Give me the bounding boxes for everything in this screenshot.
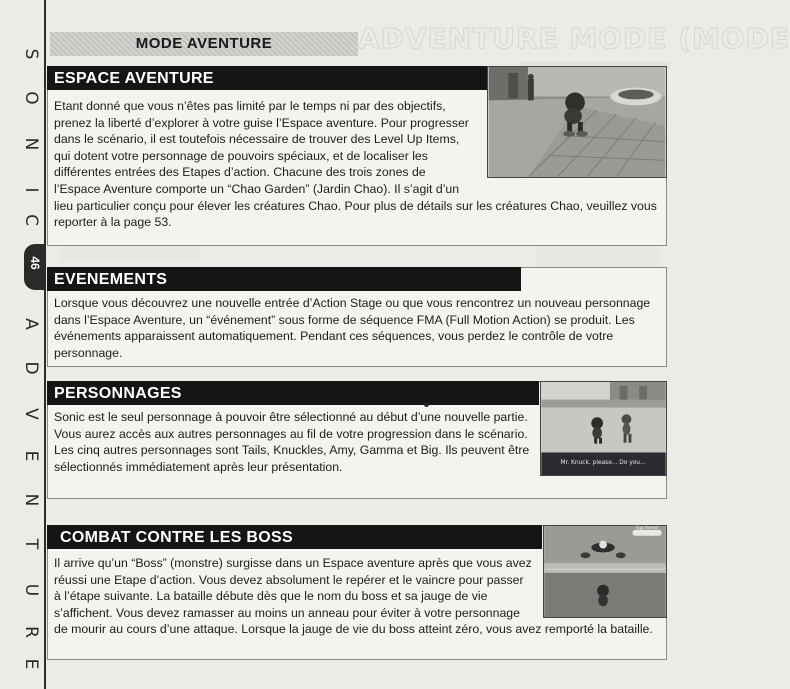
screenshot-personnages	[540, 381, 667, 476]
section-title: ESPACE AVENTURE	[54, 70, 214, 87]
paragraph: Etant donné que vous n’êtes pas limité par le temps ni par des objectifs, prenez la liberté d’explorer à votre guise l’Espace aventure. Pour progresser dans le scénario, il est toutefois nécessaire de trouver des Level Up Items, qui dotent votre personnage de pouvoirs spéciaux, et de localiser les différentes entrées des Etapes d’action. Chacune des trois zones de l’Espace Aventure comporte un “Chao Garden” (Jardin Chao). Il s’agit d’un lieu particulier conçu pour élever les créatures Chao. Pour plus de détails sur les créatures Chao, veuillez vous reporter à la page 53.	[54, 99, 657, 230]
section-body	[54, 98, 659, 231]
paragraph: Les cinq autres personnages sont Tails, Knuckles, Amy, Gamma et Big. Ils peuvent être sélectionnés immédiatement après leur présentation.	[54, 443, 530, 474]
rail-letter: S	[21, 48, 41, 60]
rail-letter: U	[21, 583, 41, 597]
rail-letter: N	[21, 137, 41, 151]
section-title: COMBAT CONTRE LES BOSS	[60, 529, 293, 546]
rail-letter: E	[21, 450, 41, 462]
rail-letter: I	[21, 187, 41, 193]
rail-letter: N	[21, 493, 41, 507]
page-number: 46	[28, 256, 42, 270]
side-rail	[0, 0, 48, 689]
section-body	[54, 409, 540, 475]
ghost-title: ADVENTURE MODE (MODE	[358, 22, 790, 55]
rail-letter: D	[21, 361, 41, 375]
boss-name-label: Egg Hornet	[636, 524, 659, 530]
characters-scene-image	[541, 382, 666, 475]
section-title: PERSONNAGES	[54, 385, 182, 402]
section-title: EVENEMENTS	[54, 271, 168, 288]
float-spacer	[469, 98, 659, 182]
page-title: MODE AVENTURE	[135, 35, 273, 52]
rail-letter: T	[21, 538, 41, 550]
section-body	[54, 295, 660, 361]
paragraph: Il arrive qu’un “Boss” (monstre) surgisse dans un Espace aventure après que vous avez réussi une Etape d’action. Vous devez absolument le repérer et le vaincre pour passer à l’étape suivante. La bataille débute dès que le nom du boss et sa jauge de vie s’affichent. Vous devez ramasser au moins un anneau pour éviter à votre personnage de mourir au cours d’une attaque. Lorsque la jauge de vie du boss atteint zéro, vous avez remporté la bataille.	[54, 556, 653, 637]
rail-line	[44, 0, 46, 689]
rail-letter: C	[21, 214, 41, 226]
section-body	[54, 555, 658, 638]
rail-letter: O	[21, 91, 41, 105]
float-spacer	[532, 555, 658, 621]
paragraph: Sonic est le seul personnage à pouvoir être sélectionné au début d’une nouvelle partie. Vous aurez accès aux autres personnages au fil de votre progression dans le scénario.	[54, 410, 528, 441]
screenshot-caption: Mr. Knuck, please... Do you...	[560, 460, 646, 467]
rail-letter: V	[21, 408, 41, 420]
bullet-dot	[424, 402, 429, 407]
rail-letter: R	[21, 626, 41, 638]
rail-letter: A	[21, 318, 41, 330]
paragraph: Lorsque vous découvrez une nouvelle entrée d’Action Stage ou que vous rencontrez un nouveau personnage dans l’Espace Aventure, un “événement” sous forme de séquence FMA (Full Motion Action) se produit. Les événements apparaissent automatiquement. Pendant ces séquences, vous perdez le contrôle de votre personnage.	[54, 296, 651, 360]
rail-letter: E	[21, 658, 41, 670]
